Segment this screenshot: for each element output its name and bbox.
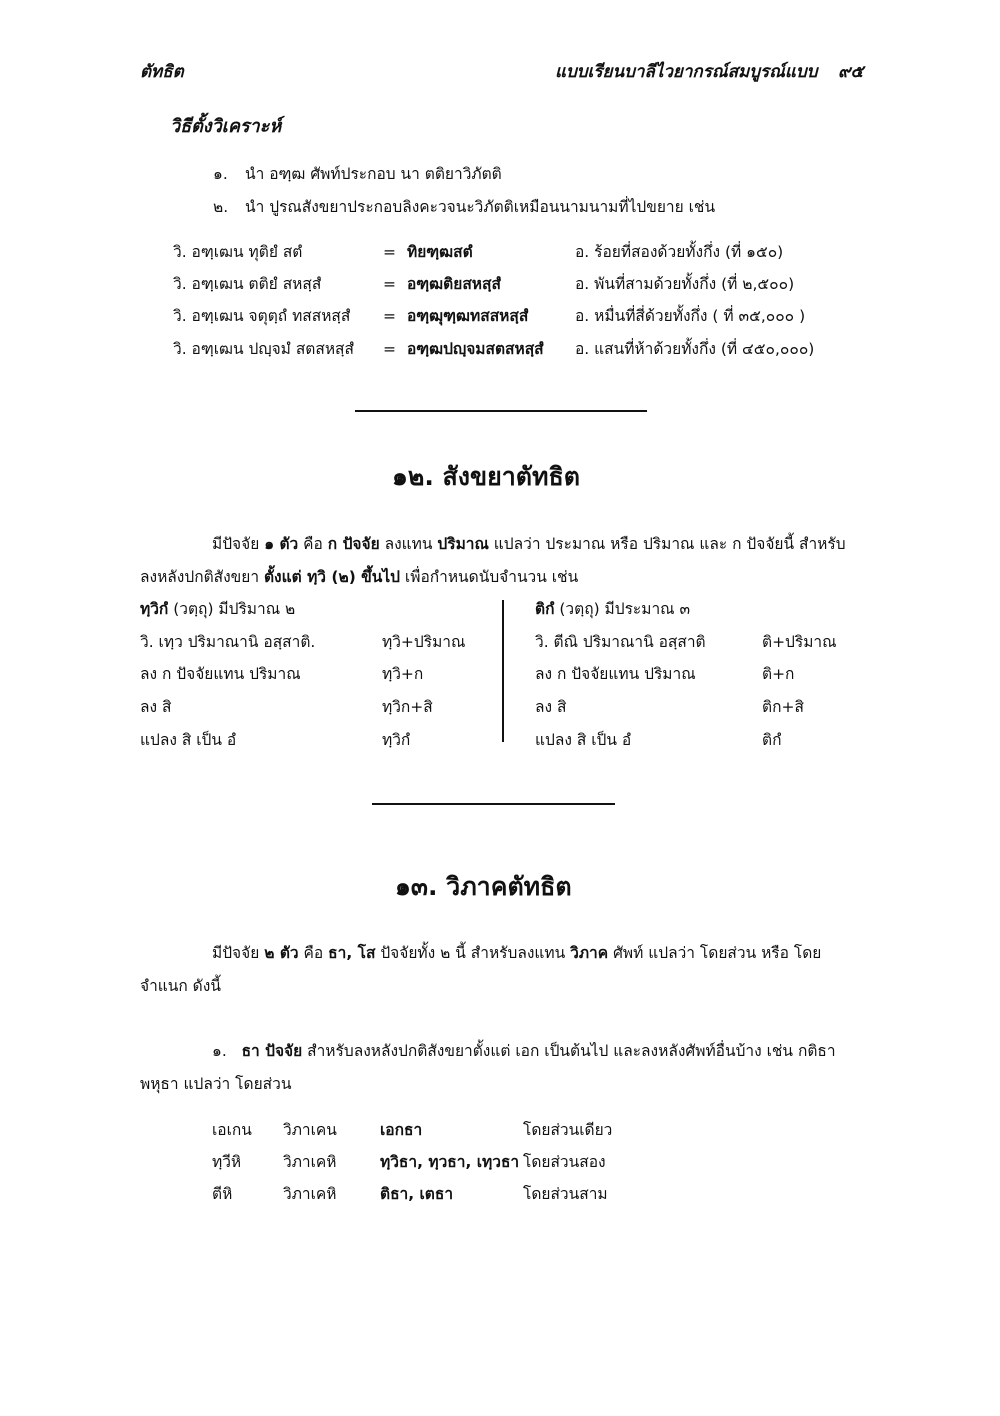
meaning: อ. แสนที่ห้าด้วยทั้งกึ่ง (ที่ ๔๕๐,๐๐๐) <box>575 340 815 358</box>
paragraph: มีปัจจัย ๑ ตัว คือ ก ปัจจัย ลงแทน ปริมาณ แปลว่า ประมาณ หรือ ปริมาณ และ ก ปัจจัยนี้ สำหรับ ลงหลังปกติสังขยา ตั้งแต่ ทฺวิ (๒) ขึ้นไป เพื่อกำหนดนับจำนวน เช่น <box>140 535 846 586</box>
derivation-step: วิ. ตีณิ ปริมาณานิ อสฺสาติ <box>535 633 706 651</box>
meaning: โดยส่วนสอง <box>523 1153 606 1171</box>
derivation-form: ทฺวิกํ <box>382 731 411 749</box>
result-word: ติธา, เตธา <box>380 1185 454 1203</box>
paragraph: ๑. ธา ปัจจัย สำหรับลงหลังปกติสังขยาตั้งแต่ เอก เป็นต้นไป และลงหลังศัพท์อื่นบ้าง เช่น กติธา พหุธา แปลว่า โดยส่วน <box>140 1042 836 1093</box>
derivation-step: แปลง สิ เป็น อํ <box>535 731 632 749</box>
derivation-step: ลง สิ <box>140 698 172 716</box>
meaning: อ. พันที่สามด้วยทั้งกึ่ง (ที่ ๒,๕๐๐) <box>575 275 795 293</box>
source-word: วิภาเคหิ <box>283 1153 337 1171</box>
derivation-step: ลง ก ปัจจัยแทน ปริมาณ <box>140 665 301 683</box>
paragraph: มีปัจจัย ๒ ตัว คือ ธา, โส ปัจจัยทั้ง ๒ นี้ สำหรับลงแทน วิภาค ศัพท์ แปลว่า โดยส่วน หรือ โดย จำแนก ดังนี้ <box>140 944 822 995</box>
step-number: ๒. <box>213 198 229 216</box>
derivation-step: แปลง สิ เป็น อํ <box>140 731 237 749</box>
derivation-step: ลง ก ปัจจัยแทน ปริมาณ <box>535 665 696 683</box>
meaning: อ. หมื่นที่สี่ด้วยทั้งกึ่ง ( ที่ ๓๕,๐๐๐ ) <box>575 307 806 325</box>
derivation-form: ติกํ <box>762 731 782 749</box>
source-word: ตีหิ <box>212 1185 233 1203</box>
equals-sign: = <box>383 340 396 358</box>
step-text: นำ อฑฺฒ ศัพท์ประกอบ นา ตติยาวิภัตติ <box>245 165 502 183</box>
derivation-step: ลง สิ <box>535 698 567 716</box>
analysis-phrase: วิ. อฑฺเฒน จตุตฺถํ ทสสหสฺสํ <box>173 307 351 325</box>
derivation-form: ทฺวิ+ปริมาณ <box>382 633 466 651</box>
section-divider <box>372 803 615 805</box>
result-word: ทิยฑฺฒสตํ <box>407 243 473 261</box>
meaning: โดยส่วนเดียว <box>523 1121 613 1139</box>
derivation-form: ติ+ก <box>762 665 795 683</box>
analysis-phrase: วิ. อฑฺเฒน ตติยํ สหสฺสํ <box>173 275 322 293</box>
source-word: วิภาเคน <box>283 1121 337 1139</box>
section-heading: วิธีตั้งวิเคราะห์ <box>170 116 282 137</box>
equals-sign: = <box>383 307 396 325</box>
analysis-phrase: วิ. อฑฺเฒน ปญฺจมํ สตสหสฺสํ <box>173 340 354 358</box>
source-word: ทฺวีหิ <box>212 1153 242 1171</box>
result-word: เอกธา <box>380 1121 423 1139</box>
derivation-form: ทฺวิ+ก <box>382 665 424 683</box>
result-word: ทฺวิธา, ทฺวธา, เทฺวธา <box>380 1153 520 1171</box>
chapter-title: ๑๒. สังขยาตัทธิต <box>392 462 581 491</box>
result-word: อฑฺฒปญฺจมสตสหสฺสํ <box>407 340 544 358</box>
running-head-title: แบบเรียนบาลีไวยากรณ์สมบูรณ์แบบ <box>555 62 818 82</box>
running-head-left: ตัทธิต <box>140 62 184 82</box>
derivation-form: ติ+ปริมาณ <box>762 633 837 651</box>
step-number: ๑. <box>213 165 228 183</box>
page-number: ๙๕ <box>838 62 864 82</box>
derivation-form: ติก+สิ <box>762 698 804 716</box>
meaning: อ. ร้อยที่สองด้วยทั้งกึ่ง (ที่ ๑๕๐) <box>575 243 784 261</box>
equals-sign: = <box>383 275 396 293</box>
column-divider <box>502 600 504 742</box>
step-text: นำ ปูรณสังขยาประกอบลิงคะวจนะวิภัตติเหมือนนามนามที่ไปขยาย เช่น <box>245 198 716 216</box>
derivation-form: ทฺวิก+สิ <box>382 698 433 716</box>
example-heading: ทฺวิกํ (วตฺถุ) มีปริมาณ ๒ <box>140 600 296 618</box>
source-word: วิภาเคหิ <box>283 1185 337 1203</box>
source-word: เอเกน <box>212 1121 252 1139</box>
example-heading: ติกํ (วตฺถุ) มีประมาณ ๓ <box>535 600 691 618</box>
meaning: โดยส่วนสาม <box>523 1185 608 1203</box>
analysis-phrase: วิ. อฑฺเฒน ทุติยํ สตํ <box>173 243 303 261</box>
section-divider <box>355 410 647 412</box>
equals-sign: = <box>383 243 396 261</box>
derivation-step: วิ. เทฺว ปริมาณานิ อสฺสาติ. <box>140 633 316 651</box>
result-word: อฑฺฒุฑฺฒทสสหสฺสํ <box>407 307 529 325</box>
result-word: อฑฺฒติยสหสฺสํ <box>407 275 501 293</box>
chapter-title: ๑๓. วิภาคตัทธิต <box>395 872 572 901</box>
